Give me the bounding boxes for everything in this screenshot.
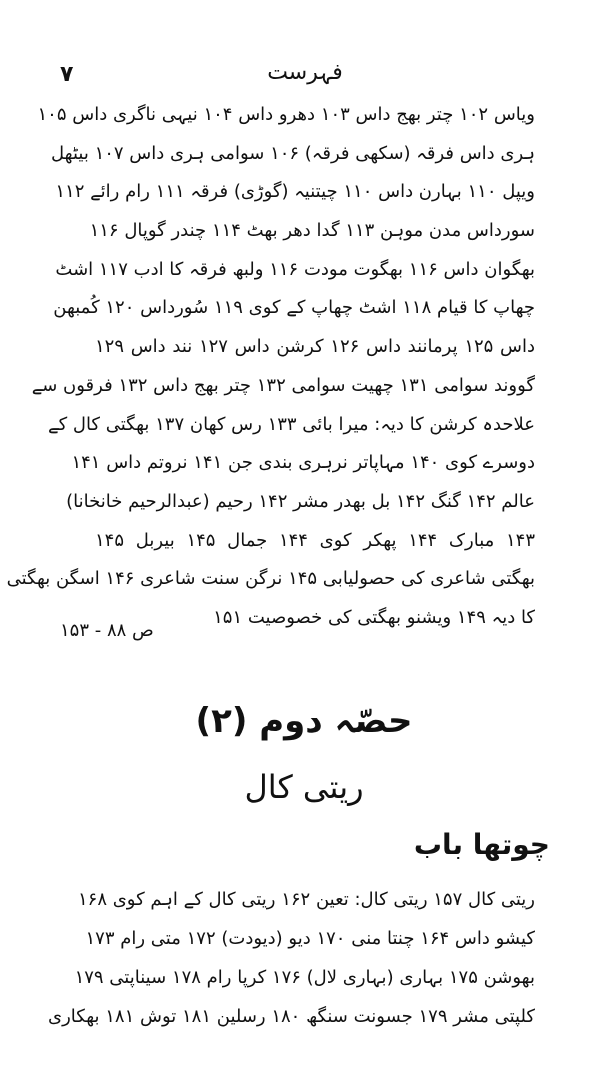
chapter-contents bbox=[48, 880, 535, 1036]
contents-line: گووند سوامی ۱۳۱ چھیت سوامی ۱۳۲ چتر بھج داس ۱۳۲ فرقوں سے bbox=[31, 374, 535, 396]
running-title: فہرست bbox=[267, 60, 343, 85]
contents-line: ویپل ۱۱۰ بہارن داس ۱۱۰ چیتنیہ (گوڑی) فرقہ ۱۱۱ رام رائے ۱۱۲ bbox=[55, 181, 535, 203]
contents-line: ویاس ۱۰۲ چتر بھج داس ۱۰۳ دھرو داس ۱۰۴ نیہی ناگری داس ۱۰۵ bbox=[37, 104, 535, 125]
contents-line: چھاپ کا قیام ۱۱۸ اشٹ چھاپ کے کوی ۱۱۹ سُورداس ۱۲۰ کُمبھن bbox=[53, 297, 535, 319]
contents-line: ہری داس فرقہ (سکھی فرقہ) ۱۰۶ سوامی ہری داس ۱۰۷ بیٹھل bbox=[51, 142, 535, 164]
contents-line: بھوشن ۱۷۵ بہاری (بہاری لال) ۱۷۶ کرپا رام ۱۷۸ سیناپتی ۱۷۹ bbox=[74, 967, 535, 988]
part-subtitle: ریتی کال bbox=[244, 768, 364, 806]
contents-line: دوسرے کوی ۱۴۰ مہاپاتر نرہری بندی جن ۱۴۱ نروتم داس ۱۴۱ bbox=[71, 452, 535, 474]
contents-line: بھگتی شاعری کی حصولیابی ۱۴۵ نرگن سنت شاعری ۱۴۶ اسگن بھگتی bbox=[6, 568, 535, 590]
page-number: ۷ bbox=[60, 62, 74, 87]
contents-line: بھگوان داس ۱۱۶ بھگوت مودت ۱۱۶ ولبھ فرقہ کا ادب ۱۱۷ اشٹ bbox=[55, 258, 535, 280]
contents-line: عالم ۱۴۲ گنگ ۱۴۲ بل بھدر مشر ۱۴۲ رحیم (عبدالرحیم خانخانا) bbox=[66, 490, 535, 512]
contents-line: علاحدہ کرشن کا دیہ: میرا بائی ۱۳۳ رس کھان ۱۳۷ بھگتی کال کے bbox=[48, 413, 535, 435]
contents-line: ریتی کال ۱۵۷ ریتی کال: تعین ۱۶۲ ریتی کال کے اہم کوی ۱۶۸ bbox=[77, 889, 535, 910]
contents-line: کیشو داس ۱۶۴ چنتا منی ۱۷۰ دیو (دیودت) ۱۷۲ متی رام ۱۷۳ bbox=[85, 928, 535, 949]
chapter-heading: چوتھا باب bbox=[413, 828, 550, 861]
contents-continued bbox=[6, 96, 535, 638]
contents-line: کلپتی مشر ۱۷۹ جسونت سنگھ ۱۸۰ رسلین ۱۸۱ توش ۱۸۱ بھکاری bbox=[48, 1006, 535, 1027]
contents-line: داس ۱۲۵ پرمانند داس ۱۲۶ کرشن داس ۱۲۷ نند داس ۱۲۹ bbox=[95, 336, 535, 358]
part-title: حصّہ دوم (۲) bbox=[195, 701, 413, 741]
page-range: ص ۸۸ - ۱۵۳ bbox=[60, 620, 154, 641]
contents-line: ۱۴۳ مبارک ۱۴۴ پھکر کوی ۱۴۴ جمال ۱۴۵ بیربل ۱۴۵ bbox=[95, 529, 535, 551]
contents-line: کا دیہ ۱۴۹ ویشنو بھگتی کی خصوصیت ۱۵۱ bbox=[213, 606, 535, 628]
contents-line: سورداس مدن موہن ۱۱۳ گدا دھر بھٹ ۱۱۴ چندر گوپال ۱۱۶ bbox=[89, 220, 535, 242]
